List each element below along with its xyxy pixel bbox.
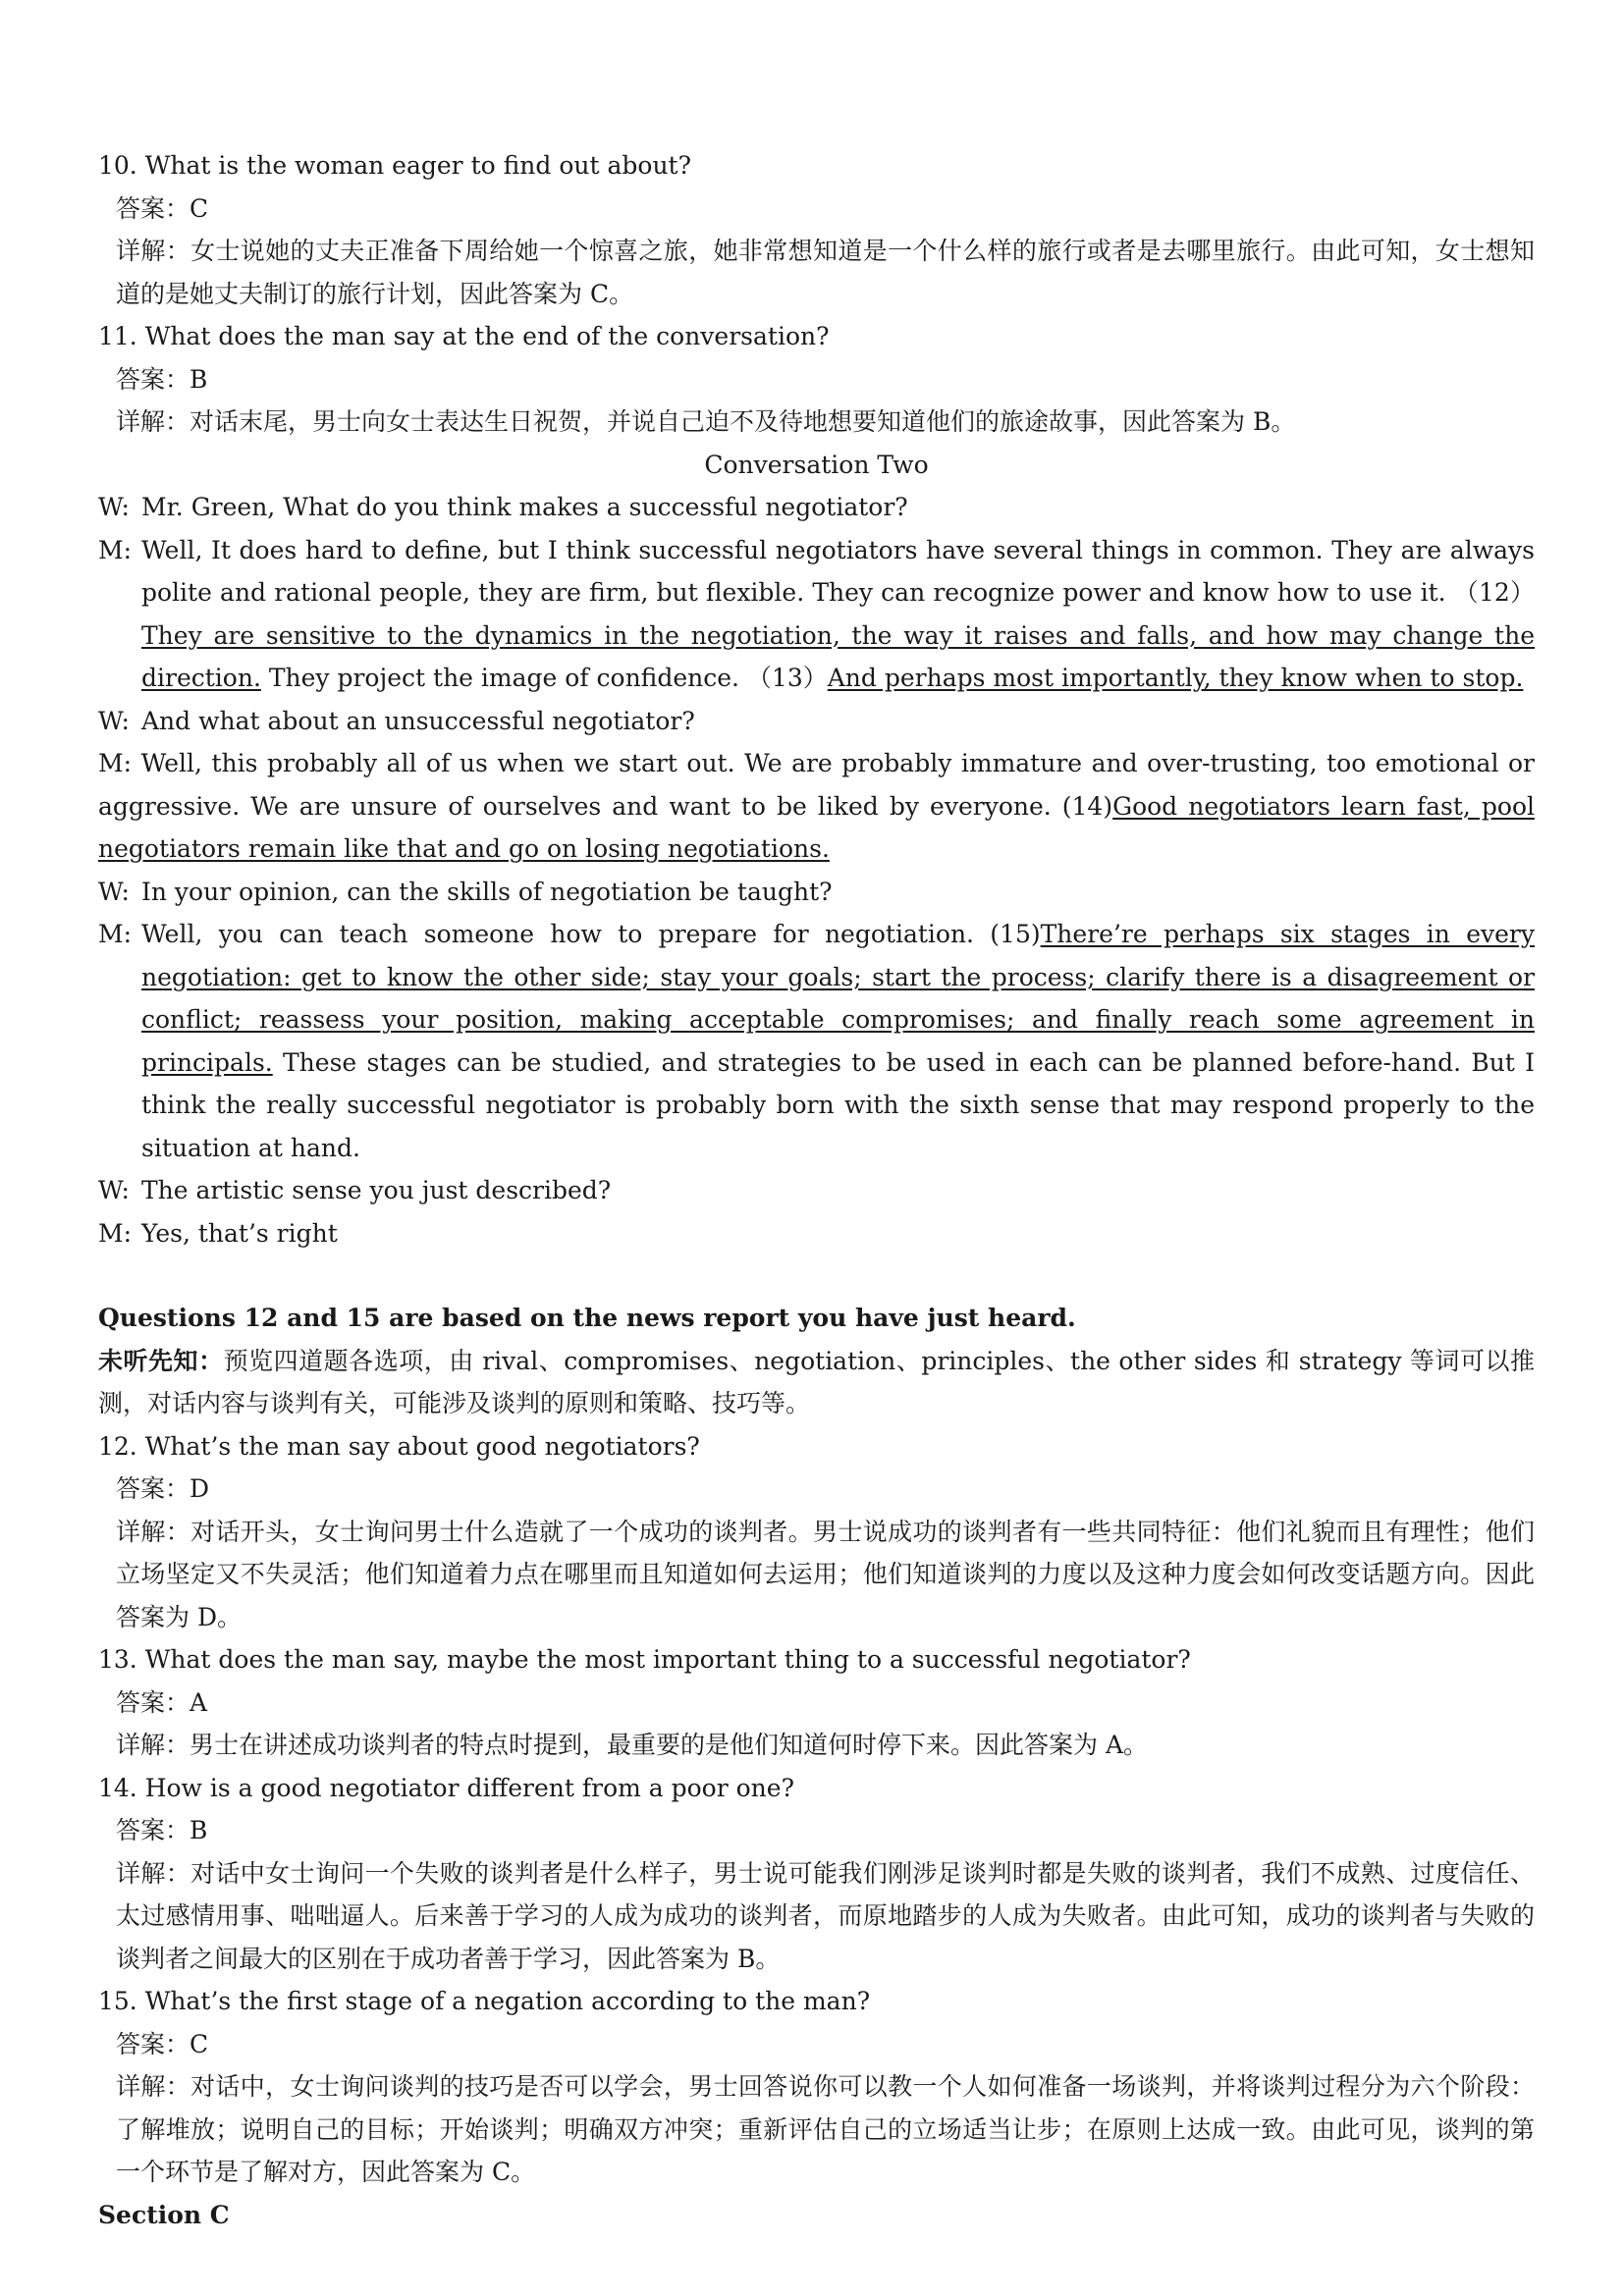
detail-13: 详解：男士在讲述成功谈判者的特点时提到，最重要的是他们知道何时停下来。因此答案为 A。 <box>116 1731 1149 1759</box>
detail-12: 详解：对话开头，女士询问男士什么造就了一个成功的谈判者。男士说成功的谈判者有一些共同特征：他们礼貌而且有理性；他们立场坚定又不失灵活；他们知道着力点在哪里而且知道如何去运用；他们知道谈判的力度以及这种力度会如何改变话题方向。因此答案为 D。 <box>116 1517 1535 1631</box>
detail-15: 详解：对话中，女士询问谈判的技巧是否可以学会，男士回答说你可以教一个人如何准备一场谈判，并将谈判过程分为六个阶段：了解堆放；说明自己的目标；开始谈判；明确双方冲突；重新评估自己的立场适当让步；在原则上达成一致。由此可见，谈判的第一个环节是了解对方，因此答案为 C。 <box>116 2072 1535 2186</box>
underlined-answer-14: Good negotiators learn fast, pool negotiators remain like that and go on losing negotiations. <box>98 791 1535 863</box>
answer-15: 答案：C <box>116 2029 209 2058</box>
speaker-label: W: <box>98 877 130 906</box>
underlined-answer-13: And perhaps most importantly, they know when to stop. <box>827 664 1524 692</box>
dialogue-text: Yes, that’s right <box>141 1218 338 1248</box>
detail-10: 详解：女士说她的丈夫正准备下周给她一个惊喜之旅，她非常想知道是一个什么样的旅行或者是去哪里旅行。由此可知，女士想知道的是她丈夫制订的旅行计划，因此答案为 C。 <box>116 237 1535 308</box>
dialogue-text: In your opinion, can the skills of negotiation be taught? <box>141 877 833 906</box>
dialogue-line <box>98 529 1535 700</box>
dialogue-segment: These stages can be studied, and strategies to be used in each can be planned before-hand. But I think the really successful negotiator is probably born with the sixth sense that may respond properly to the situation at hand. <box>141 1047 1535 1162</box>
underlined-answer-12: They are sensitive to the dynamics in the negotiation, the way it raises and falls, and how may change the direction. <box>141 620 1535 692</box>
detail-11: 详解：对话末尾，男士向女士表达生日祝贺，并说自己迫不及待地想要知道他们的旅途故事，因此答案为 B。 <box>116 407 1296 436</box>
section-c-heading: Section C <box>98 2200 230 2229</box>
dialogue-segment: Well, you can teach someone how to prepare for negotiation. (15) <box>141 920 1041 948</box>
conversation-title: Conversation Two <box>704 450 929 479</box>
question-13: 13. What does the man say, maybe the most important thing to a successful negotiator? <box>98 1645 1191 1674</box>
dialogue-line <box>98 871 1535 914</box>
answer-10: 答案：C <box>116 193 209 223</box>
dialogue-segment: Well, It does hard to define, but I think successful negotiators have several things in common. They are always polite and rational people, they are firm, but flexible. They can recognize power and know how to use it. （12） <box>141 535 1535 607</box>
spacer <box>98 1255 1535 1297</box>
underlined-answer-15: There’re perhaps six stages in every negotiation: get to know the other side; stay your goals; start the process; clarify there is a disagreement or conflict; reassess your position, making acceptable compromises; and finally reach some agreement in principals. <box>141 920 1535 1077</box>
dialogue-text: Mr. Green, What do you think makes a successful negotiator? <box>141 493 908 521</box>
speaker-label: W: <box>98 1176 130 1204</box>
answer-11: 答案：B <box>116 364 208 394</box>
question-10: 10. What is the woman eager to find out about? <box>98 151 691 180</box>
dialogue-segment: M: Well, this probably all of us when we start out. We are probably immature and over-trusting, too emotional or aggressive. We are unsure of ourselves and want to be liked by everyone. (14) <box>98 749 1535 821</box>
preview-label: 未听先知： <box>98 1346 224 1375</box>
preview-text: 预览四道题各选项，由 rival、compromises、negotiation、principles、the other sides 和 strategy 等词可以推测，对话内容与谈判有关，可能涉及谈判的原则和策略、技巧等。 <box>98 1346 1535 1417</box>
answer-13: 答案：A <box>116 1687 208 1717</box>
question-12: 12. What’s the man say about good negotiators? <box>98 1431 700 1461</box>
speaker-label: M: <box>98 1218 133 1248</box>
dialogue-text <box>141 913 1535 1169</box>
document-page <box>98 144 1535 2236</box>
answer-12: 答案：D <box>116 1474 210 1503</box>
dialogue-text: And what about an unsuccessful negotiator? <box>141 706 695 735</box>
dialogue-line <box>98 1212 1535 1255</box>
question-11: 11. What does the man say at the end of the conversation? <box>98 322 830 350</box>
speaker-label: W: <box>98 493 130 521</box>
dialogue-paragraph <box>98 742 1535 871</box>
speaker-label: M: <box>98 535 133 564</box>
dialogue-text: The artistic sense you just described? <box>141 1176 612 1204</box>
preview-paragraph <box>98 1340 1535 1425</box>
answer-14: 答案：B <box>116 1816 208 1844</box>
speaker-label: M: <box>98 920 133 948</box>
detail-14: 详解：对话中女士询问一个失败的谈判者是什么样子，男士说可能我们刚涉足谈判时都是失败的谈判者，我们不成熟、过度信任、太过感情用事、咄咄逼人。后来善于学习的人成为成功的谈判者，而原地踏步的人成为失败者。由此可知，成功的谈判者与失败的谈判者之间最大的区别在于成功者善于学习，因此答案为 B。 <box>116 1858 1535 1973</box>
dialogue-line <box>98 1169 1535 1212</box>
question-15: 15. What’s the first stage of a negation according to the man? <box>98 1987 871 2015</box>
dialogue-text <box>141 529 1535 700</box>
dialogue-line <box>98 913 1535 1169</box>
question-14: 14. How is a good negotiator different from a poor one? <box>98 1773 794 1802</box>
dialogue-line <box>98 486 1535 529</box>
speaker-label: W: <box>98 706 130 735</box>
questions-heading: Questions 12 and 15 are based on the news report you have just heard. <box>98 1304 1076 1332</box>
dialogue-segment: They project the image of confidence. （13） <box>260 664 828 692</box>
dialogue-line <box>98 700 1535 743</box>
